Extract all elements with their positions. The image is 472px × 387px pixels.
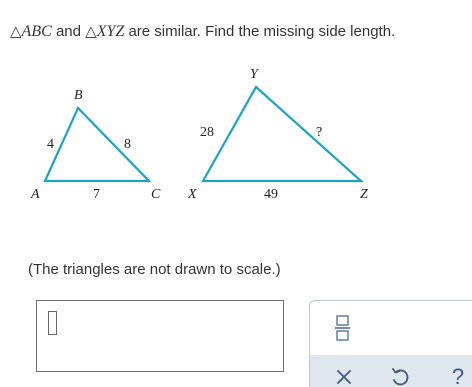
vertex-y-label: Y: [250, 67, 258, 82]
clear-button[interactable]: [330, 363, 358, 387]
side-xy-label: 28: [200, 125, 214, 140]
question-and: and: [55, 23, 81, 40]
math-toolbar: [309, 300, 472, 387]
fraction-icon: [332, 313, 354, 343]
answer-input-slot[interactable]: [48, 311, 57, 335]
scale-note: (The triangles are not drawn to scale.): [28, 261, 281, 278]
vertex-x-label: X: [188, 187, 197, 202]
close-icon: [330, 363, 358, 387]
side-yz-label: ?: [316, 125, 323, 140]
undo-icon: [386, 363, 414, 387]
triangle-abc: [45, 108, 149, 181]
answer-input-box[interactable]: [36, 300, 284, 372]
vertex-c-label: C: [151, 187, 161, 202]
side-ac-label: 7: [93, 187, 100, 202]
triangle-xyz: [203, 87, 361, 181]
side-xz-label: 49: [264, 187, 278, 202]
toolbar-actions: [310, 355, 472, 387]
triangle-symbol: △: [10, 24, 22, 40]
help-button[interactable]: [444, 363, 472, 387]
side-ab-label: 4: [47, 137, 54, 152]
side-bc-label: 8: [124, 137, 131, 152]
triangle-symbol: △: [85, 24, 97, 40]
triangle-xyz-label: △XYZ: [85, 23, 125, 40]
vertex-z-label: Z: [360, 187, 368, 202]
vertex-b-label: B: [74, 88, 83, 103]
fraction-button[interactable]: [332, 313, 354, 343]
question-rest: are similar. Find the missing side length.: [128, 23, 396, 40]
triangle-abc-label: △ABC: [10, 23, 52, 40]
undo-button[interactable]: [386, 363, 414, 387]
vertex-a-label: A: [31, 187, 40, 202]
help-icon: ?: [451, 364, 465, 387]
